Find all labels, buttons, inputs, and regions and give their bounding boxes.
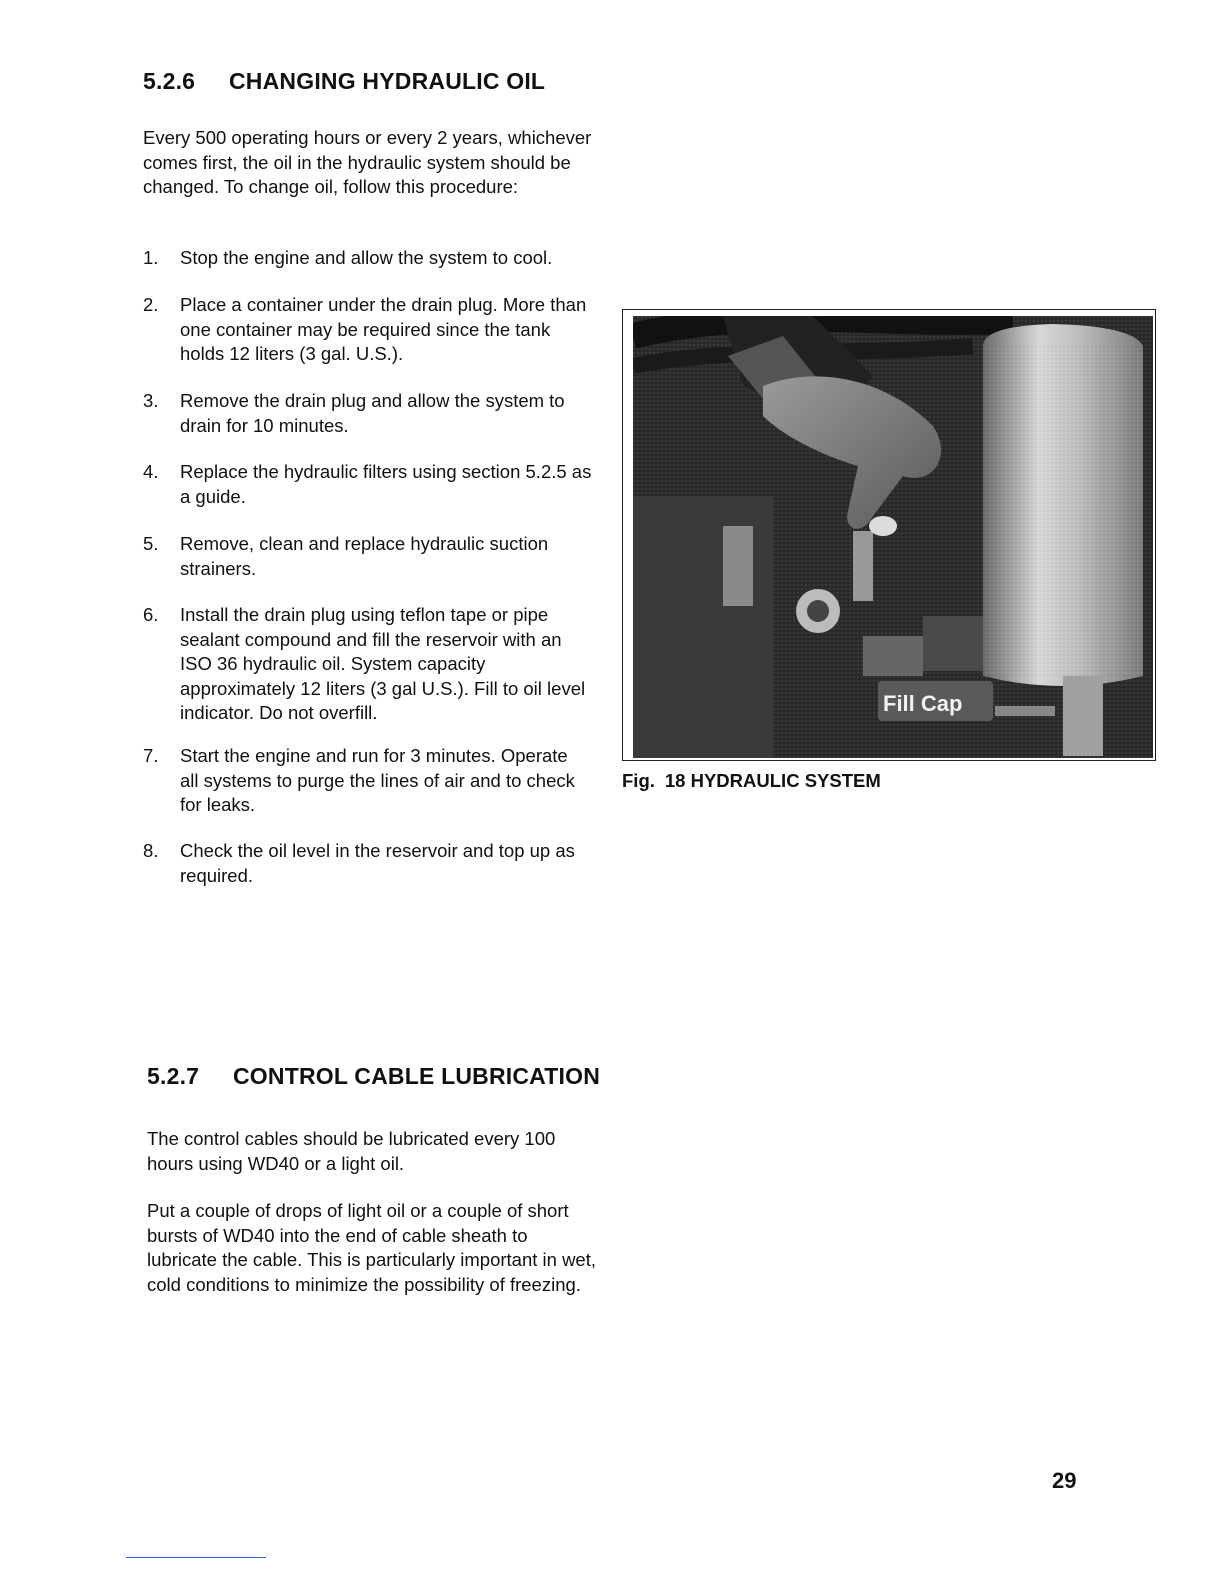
list-item [143, 532, 593, 581]
step-number: 6. [143, 604, 159, 625]
section-heading-5-2-6 [143, 68, 545, 95]
step-text: Install the drain plug using teflon tape or pipe sealant compound and fill the reservoir with an ISO 36 hydraulic oil. System capacity approximately 12 liters (3 gal U.S.). Fill to oil level indicator. Do not overfill. [180, 604, 586, 723]
step-text: Remove the drain plug and allow the system to drain for 10 minutes. [180, 390, 565, 436]
list-item [143, 744, 583, 818]
step-number: 1. [143, 247, 159, 268]
step-number: 5. [143, 533, 159, 554]
section-title: CHANGING HYDRAULIC OIL [229, 68, 546, 94]
figure-caption-text: 18 HYDRAULIC SYSTEM [664, 770, 881, 791]
list-item [143, 603, 593, 726]
list-item [143, 839, 593, 888]
step-number: 2. [143, 294, 159, 315]
section-title: CONTROL CABLE LUBRICATION [233, 1063, 601, 1089]
step-number: 3. [143, 390, 159, 411]
section-number: 5.2.6 [143, 68, 196, 94]
step-number: 8. [143, 840, 159, 861]
step-text: Replace the hydraulic filters using section 5.2.5 as a guide. [180, 461, 592, 507]
figure-caption [622, 770, 881, 792]
fill-cap-callout: Fill Cap [883, 691, 963, 716]
list-item [143, 293, 593, 367]
photo-illustration [633, 316, 1153, 758]
section-number: 5.2.7 [147, 1063, 200, 1089]
list-item [143, 460, 593, 509]
cable-paragraph-2: Put a couple of drops of light oil or a couple of short bursts of WD40 into the end of cable sheath to lubricate the cable. This is particularly important in wet, cold conditions to minimize the possibility of freezing. [147, 1200, 596, 1295]
step-text: Remove, clean and replace hydraulic suction strainers. [180, 533, 549, 579]
step-number: 7. [143, 745, 159, 766]
intro-paragraph: Every 500 operating hours or every 2 years, whichever comes first, the oil in the hydraulic system should be changed. To change oil, follow this procedure: [143, 127, 592, 197]
step-number: 4. [143, 461, 159, 482]
step-text: Place a container under the drain plug. More than one container may be required since the tank holds 12 liters (3 gal. U.S.). [180, 294, 587, 364]
step-text: Start the engine and run for 3 minutes. Operate all systems to purge the lines of air and to check for leaks. [180, 745, 575, 815]
hydraulic-system-photo [622, 309, 1156, 761]
figure-label: Fig. [622, 770, 655, 791]
cable-paragraph-1: The control cables should be lubricated every 100 hours using WD40 or a light oil. [147, 1128, 556, 1174]
footer-divider [126, 1557, 266, 1558]
step-text: Stop the engine and allow the system to cool. [180, 247, 553, 268]
section-heading-5-2-7 [147, 1063, 600, 1090]
list-item [143, 246, 593, 271]
page-number: 29 [1052, 1468, 1077, 1493]
step-text: Check the oil level in the reservoir and top up as required. [180, 840, 575, 886]
list-item [143, 389, 593, 438]
